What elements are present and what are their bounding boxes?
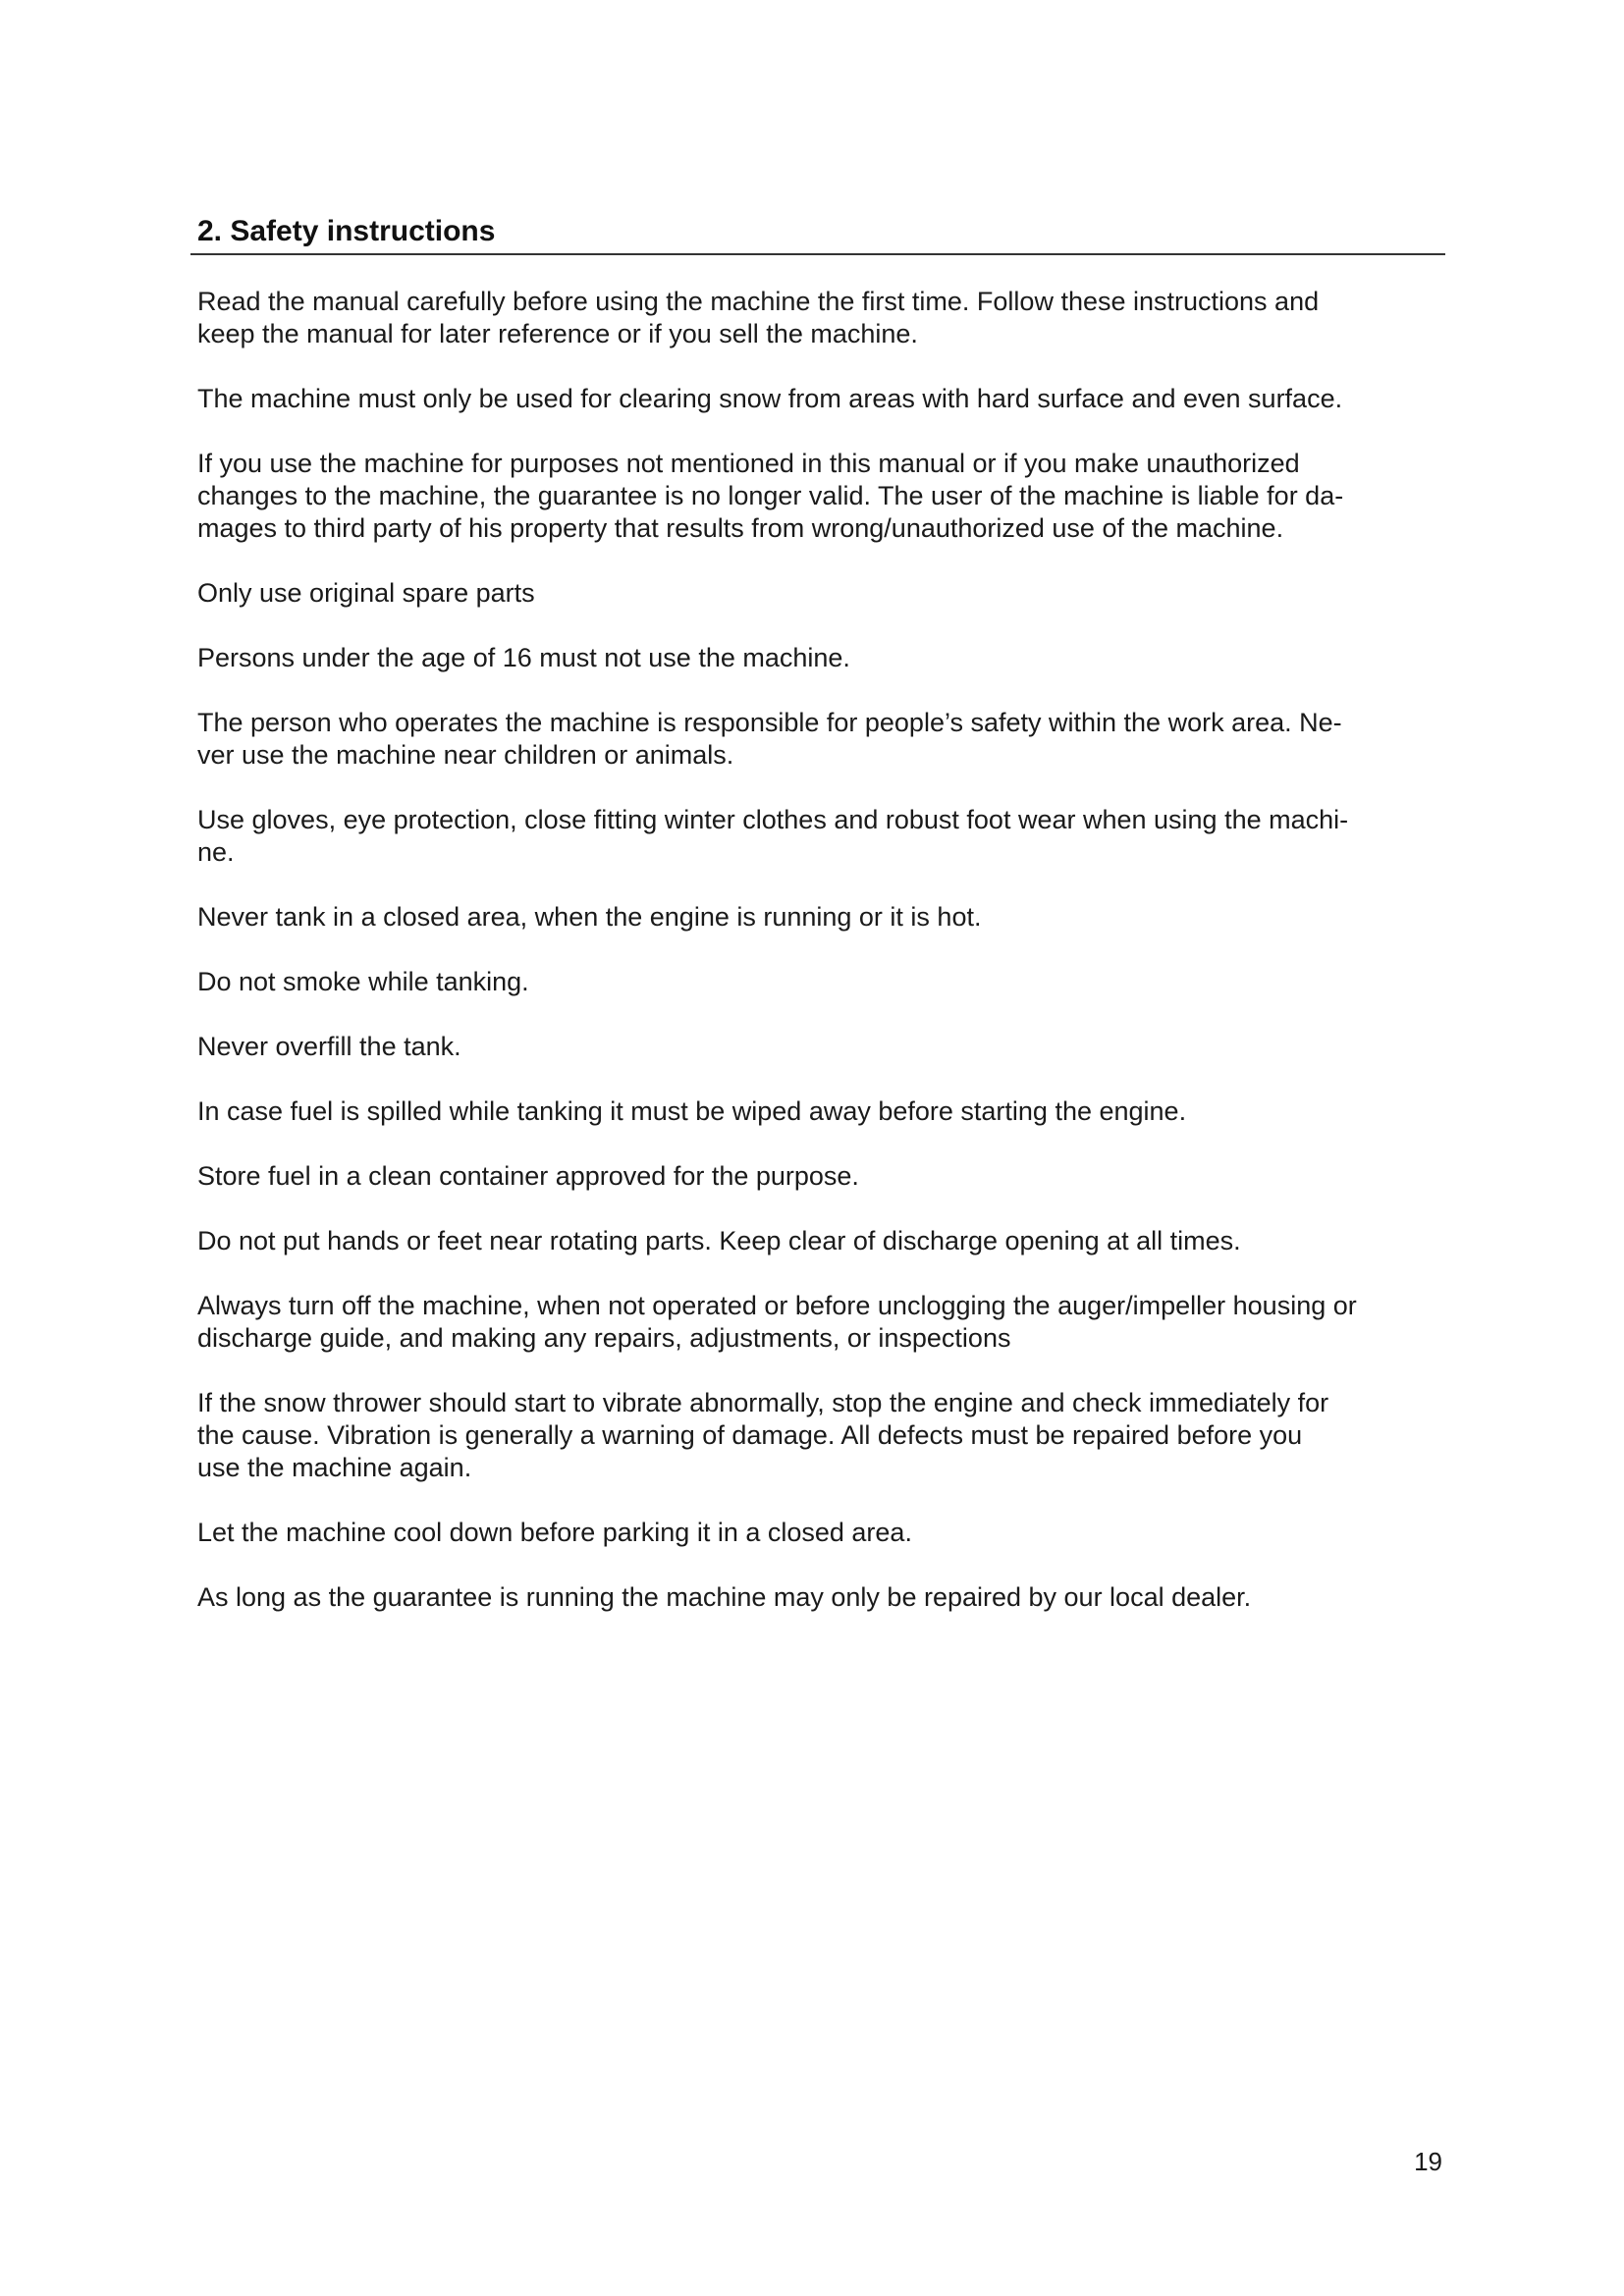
- paragraph-fuel-storage: Store fuel in a clean container approved for the purpose.: [197, 1161, 859, 1191]
- paragraph-intended-use: The machine must only be used for clearing snow from areas with hard surface and even surface.: [197, 384, 1343, 413]
- paragraph-operator-responsibility: The person who operates the machine is responsible for people’s safety within the work area. Ne- ver use the machine near children or animals.: [197, 708, 1342, 770]
- paragraph-tanking-location: Never tank in a closed area, when the engine is running or it is hot.: [197, 902, 982, 932]
- paragraph-guarantee-liability: If you use the machine for purposes not mentioned in this manual or if you make unauthorized changes to the machine, the guarantee is no longer valid. The user of the machine is liable for da- mages to third party of his property that results from wrong/unauthorized use of the machine.: [197, 449, 1344, 543]
- paragraph-protective-gear: Use gloves, eye protection, close fitting winter clothes and robust foot wear when using the machi- ne.: [197, 805, 1349, 867]
- paragraph-cool-down: Let the machine cool down before parking it in a closed area.: [197, 1518, 912, 1547]
- paragraph-vibration: If the snow thrower should start to vibrate abnormally, stop the engine and check immediately for the cause. Vibration is generally a warning of damage. All defects must be repaired before you use the machine again.: [197, 1388, 1329, 1482]
- safety-instructions-body: [197, 286, 1446, 1646]
- paragraph-no-smoking: Do not smoke while tanking.: [197, 967, 529, 996]
- paragraph-dealer-repair: As long as the guarantee is running the machine may only be repaired by our local dealer.: [197, 1582, 1252, 1612]
- heading-divider: [190, 253, 1445, 255]
- paragraph-age-limit: Persons under the age of 16 must not use the machine.: [197, 643, 850, 672]
- paragraph-fuel-spill: In case fuel is spilled while tanking it must be wiped away before starting the engine.: [197, 1096, 1187, 1126]
- section-heading: 2. Safety instructions: [197, 215, 496, 247]
- paragraph-no-overfill: Never overfill the tank.: [197, 1032, 461, 1061]
- paragraph-read-manual: Read the manual carefully before using the machine the first time. Follow these instructions and keep the manual for later reference or if you sell the machine.: [197, 287, 1320, 348]
- page-number: 19: [1414, 2147, 1442, 2176]
- paragraph-spare-parts: Only use original spare parts: [197, 578, 535, 608]
- paragraph-turn-off: Always turn off the machine, when not operated or before unclogging the auger/impeller housing or discharge guide, and making any repairs, adjustments, or inspections: [197, 1291, 1357, 1353]
- paragraph-rotating-parts: Do not put hands or feet near rotating parts. Keep clear of discharge opening at all times.: [197, 1226, 1241, 1255]
